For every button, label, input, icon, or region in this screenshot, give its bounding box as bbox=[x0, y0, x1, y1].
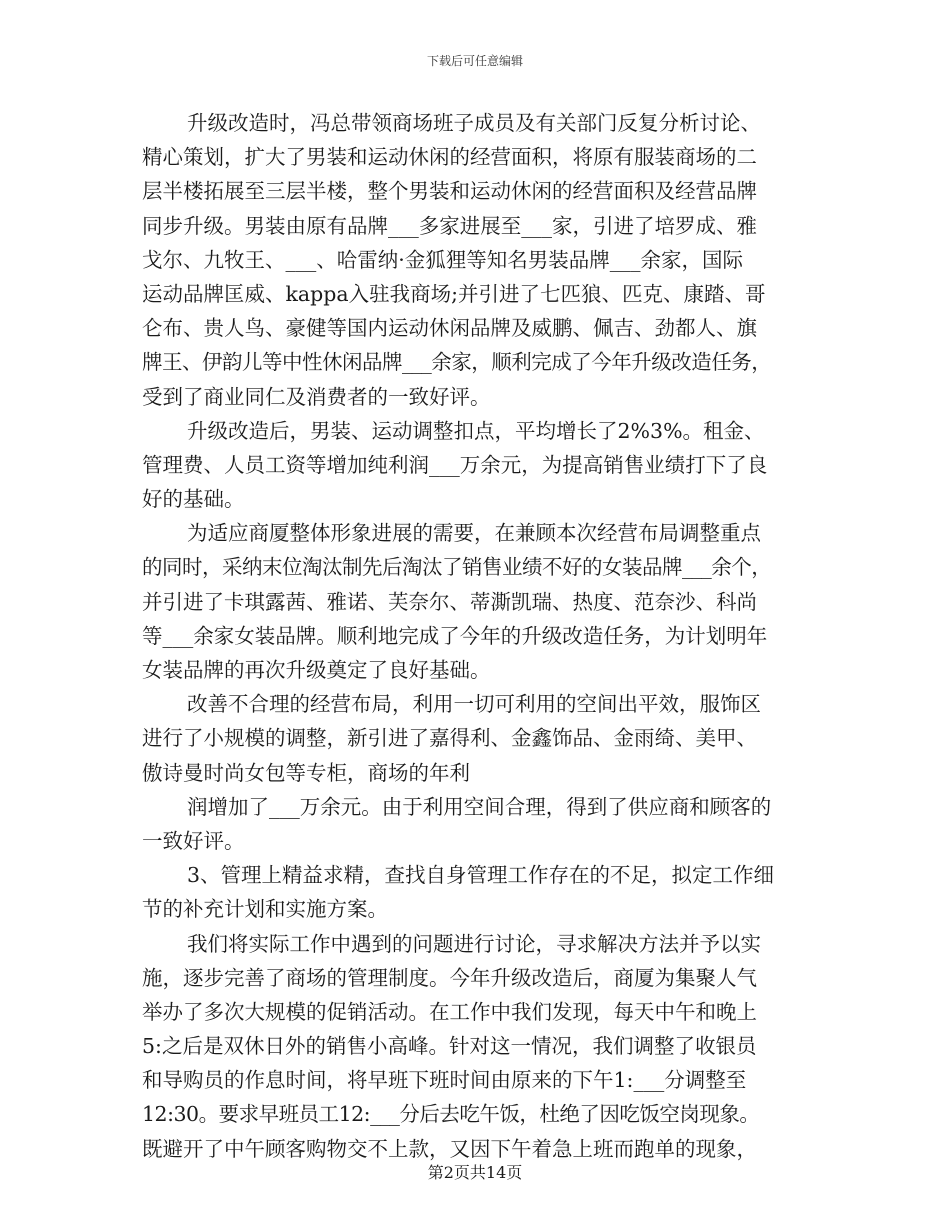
text-line: 升级改造时，冯总带领商场班子成员及有关部门反复分析讨论、 bbox=[187, 111, 761, 135]
text-line: 牌王、伊韵儿等中性休闲品牌___余家，顺利完成了今年升级改造任务， bbox=[142, 350, 772, 375]
text-line: 管理费、人员工资等增加纯利润___万余元，为提高销售业绩打下了良 bbox=[142, 452, 768, 477]
text-line: 施，逐步完善了商场的管理制度。今年升级改造后，商厦为集聚人气 bbox=[142, 965, 757, 990]
text-line: 既避开了中午顾客购物交不上款，又因下午着急上班而跑单的现象， bbox=[142, 1136, 757, 1161]
text-line: 层半楼拓展至三层半楼，整个男装和运动休闲的经营面积及经营品牌 bbox=[142, 179, 757, 204]
text-line: 受到了商业同仁及消费者的一致好评。 bbox=[142, 384, 491, 409]
page-header: 下载后可任意编辑 bbox=[426, 54, 523, 68]
page-number-footer: 第2页共14页 bbox=[427, 1163, 523, 1182]
document-body bbox=[142, 106, 832, 1166]
text-line: 进行了小规模的调整，新引进了嘉得利、金鑫饰品、金雨绮、美甲、 bbox=[142, 726, 757, 751]
text-line: 精心策划，扩大了男装和运动休闲的经营面积，将原有服装商场的二 bbox=[142, 145, 757, 170]
text-line: 举办了多次大规模的促销活动。在工作中我们发现，每天中午和晚上 bbox=[142, 999, 757, 1024]
text-line: 好的基础。 bbox=[142, 487, 245, 512]
text-line: 戈尔、九牧王、___、哈雷纳·金狐狸等知名男装品牌___余家，国际 bbox=[142, 247, 744, 272]
text-line: 的同时，采纳末位淘汰制先后淘汰了销售业绩不好的女装品牌___余个， bbox=[142, 555, 772, 580]
text-line: 润增加了___万余元。由于利用空间合理，得到了供应商和顾客的 bbox=[187, 794, 772, 819]
text-line: 傲诗曼时尚女包等专柜，商场的年利 bbox=[142, 760, 470, 785]
text-line: 女装品牌的再次升级奠定了良好基础。 bbox=[142, 658, 491, 682]
text-line: 并引进了卡琪露茜、雅诺、芙奈尔、蒂澌凯瑞、热度、范奈沙、科尚 bbox=[142, 589, 757, 614]
text-line: 和导购员的作息时间，将早班下班时间由原来的下午1:___分调整至 bbox=[142, 1068, 747, 1093]
text-line: 仑布、贵人鸟、豪健等国内运动休闲品牌及威鹏、佩吉、劲都人、旗 bbox=[142, 316, 757, 341]
text-line: 改善不合理的经营布局，利用一切可利用的空间出平效，服饰区 bbox=[187, 692, 761, 717]
text-line: 等___余家女装品牌。顺利地完成了今年的升级改造任务，为计划明年 bbox=[142, 623, 768, 648]
text-line: 同步升级。男装由原有品牌___多家进展至___家，引进了培罗成、雅 bbox=[142, 213, 757, 238]
text-line: 节的补充计划和实施方案。 bbox=[142, 897, 388, 922]
text-line: 运动品牌匡威、kappa入驻我商场;并引进了七匹狼、匹克、康踏、哥 bbox=[142, 281, 766, 306]
text-line: 3、管理上精益求精，查找自身管理工作存在的不足，拟定工作细 bbox=[187, 863, 775, 888]
text-line: 12:30。要求早班员工12:___分后去吃午饭，杜绝了因吃饭空岗现象。 bbox=[142, 1102, 760, 1127]
text-line: 5:之后是双休日外的销售小高峰。针对这一情况，我们调整了收银员 bbox=[142, 1034, 757, 1059]
text-line: 一致好评。 bbox=[142, 828, 245, 853]
text-line: 为适应商厦整体形象进展的需要，在兼顾本次经营布局调整重点 bbox=[187, 521, 761, 546]
text-line: 升级改造后，男装、运动调整扣点，平均增长了2%3%。租金、 bbox=[187, 418, 765, 443]
text-line: 我们将实际工作中遇到的问题进行讨论，寻求解决方法并予以实 bbox=[187, 931, 761, 956]
